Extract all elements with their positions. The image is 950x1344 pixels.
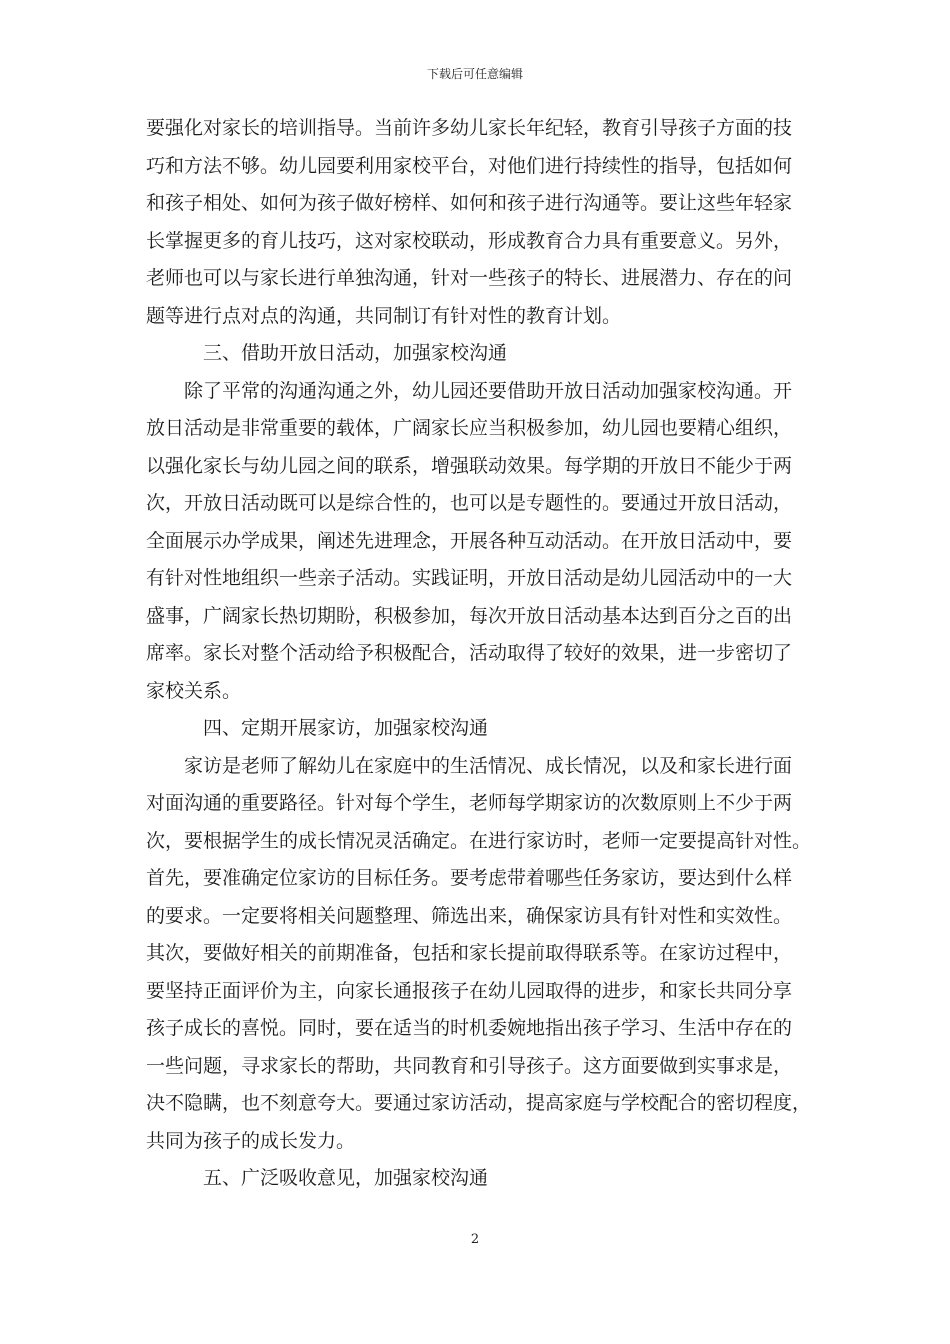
paragraph-line: 首先，要准确定位家访的目标任务。要考虑带着哪些任务家访，要达到什么样 (146, 867, 793, 889)
paragraph-line: 以强化家长与幼儿园之间的联系，增强联动效果。每学期的开放日不能少于两 (146, 454, 793, 477)
paragraph-line: 的要求。一定要将相关问题整理、筛选出来，确保家访具有针对性和实效性。 (146, 904, 793, 927)
page-header: 下载后可任意编辑 (426, 67, 523, 81)
paragraph-line: 全面展示办学成果，阐述先进理念，开展各种互动活动。在开放日活动中，要 (146, 529, 793, 552)
paragraph-line: 盛事，广阔家长热切期盼，积极参加，每次开放日活动基本达到百分之百的出 (146, 604, 793, 627)
paragraph-line: 决不隐瞒，也不刻意夸大。要通过家访活动，提高家庭与学校配合的密切程度， (146, 1092, 812, 1114)
paragraph-line: 孩子成长的喜悦。同时，要在适当的时机委婉地指出孩子学习、生活中存在的 (146, 1017, 793, 1039)
page-number: 2 (470, 1232, 480, 1247)
paragraph-line: 次，要根据学生的成长情况灵活确定。在进行家访时，老师一定要提高针对性。 (146, 829, 812, 852)
paragraph-line: 要强化对家长的培训指导。当前许多幼儿家长年纪轻，教育引导孩子方面的技 (146, 117, 793, 139)
paragraph-line: 要坚持正面评价为主，向家长通报孩子在幼儿园取得的进步，和家长共同分享 (146, 979, 793, 1002)
paragraph-line: 席率。家长对整个活动给予积极配合，活动取得了较好的效果，进一步密切了 (146, 642, 793, 664)
paragraph-line: 次，开放日活动既可以是综合性的，也可以是专题性的。要通过开放日活动， (146, 492, 793, 514)
paragraph-line: 巧和方法不够。幼儿园要利用家校平台，对他们进行持续性的指导，包括如何 (146, 154, 793, 177)
paragraph-line: 放日活动是非常重要的载体，广阔家长应当积极参加，幼儿园也要精心组织， (146, 417, 793, 439)
paragraph-line: 题等进行点对点的沟通，共同制订有针对性的教育计划。 (146, 304, 622, 327)
paragraph-line: 有针对性地组织一些亲子活动。实践证明，开放日活动是幼儿园活动中的一大 (146, 567, 793, 589)
paragraph-line: 家访是老师了解幼儿在家庭中的生活情况、成长情况，以及和家长进行面 (184, 754, 793, 777)
paragraph-line: 和孩子相处、如何为孩子做好榜样、如何和孩子进行沟通等。要让这些年轻家 (146, 192, 793, 214)
paragraph-line: 除了平常的沟通沟通之外，幼儿园还要借助开放日活动加强家校沟通。开 (184, 379, 793, 402)
paragraph-line: 长掌握更多的育儿技巧，这对家校联动，形成教育合力具有重要意义。另外， (146, 229, 793, 252)
paragraph-line: 老师也可以与家长进行单独沟通，针对一些孩子的特长、进展潜力、存在的问 (146, 267, 793, 289)
section-heading: 五、广泛吸收意见，加强家校沟通 (203, 1167, 489, 1189)
paragraph-line: 家校关系。 (146, 679, 242, 702)
document-body (146, 110, 812, 1198)
paragraph-line: 其次，要做好相关的前期准备，包括和家长提前取得联系等。在家访过程中， (146, 942, 793, 964)
section-heading: 三、借助开放日活动，加强家校沟通 (203, 342, 508, 364)
paragraph-line: 共同为孩子的成长发力。 (146, 1129, 356, 1152)
paragraph-line: 对面沟通的重要路径。针对每个学生，老师每学期家访的次数原则上不少于两 (146, 792, 793, 814)
section-heading: 四、定期开展家访，加强家校沟通 (203, 717, 489, 739)
paragraph-line: 一些问题，寻求家长的帮助，共同教育和引导孩子。这方面要做到实事求是， (146, 1054, 793, 1077)
